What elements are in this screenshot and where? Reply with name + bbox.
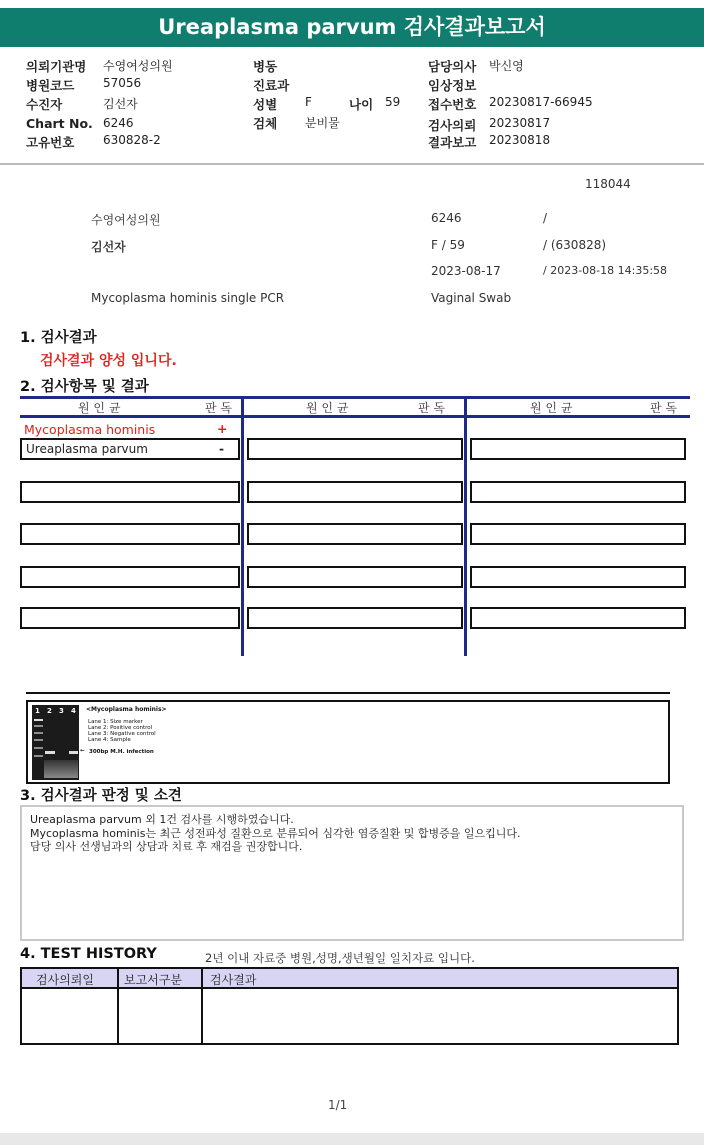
sex-value: F (305, 95, 312, 109)
empty-result-box (20, 607, 240, 629)
history-header-row (22, 969, 677, 989)
gel-top-divider (26, 692, 670, 694)
info-birth: / (630828) (543, 238, 607, 252)
report-date-label: 결과보고 (428, 135, 477, 150)
age-label: 나이 (349, 97, 374, 112)
positive-control-band (45, 751, 55, 754)
footer-band (0, 1133, 704, 1145)
report-title: Ureaplasma parvum 검사결과보고서 (0, 8, 704, 47)
result-name: Ureaplasma parvum (26, 442, 148, 456)
empty-result-box (20, 566, 240, 588)
info-chart: 6246 (431, 211, 462, 225)
gel-title: <Mycoplasma hominis> (86, 706, 167, 713)
info-clinic: 수영여성의원 (91, 213, 161, 227)
department-label: 진료과 (253, 78, 290, 93)
info-reported: / 2023-08-18 14:35:58 (543, 264, 668, 277)
table-col-divider (241, 396, 244, 656)
empty-result-box (470, 481, 686, 503)
results-table (20, 396, 690, 656)
history-col-divider (117, 969, 119, 1043)
empty-result-box (470, 438, 686, 460)
unique-value: 630828-2 (103, 133, 161, 147)
info-patient: 김선자 (91, 240, 126, 254)
info-received: 2023-08-17 (431, 264, 501, 278)
empty-result-box (20, 523, 240, 545)
lane-number: 2 (47, 707, 52, 715)
gel-legend-item: Lane 2: Positive control (88, 725, 153, 731)
lane-number: 4 (71, 707, 76, 715)
result-value: - (219, 442, 224, 456)
empty-result-box (470, 523, 686, 545)
specimen-value: 분비물 (305, 116, 340, 130)
opinion-line: Mycoplasma hominis는 최근 성전파성 질환으로 분류되어 심각한 염증질환 및 합병증을 일으킵니다. (30, 826, 521, 840)
info-test-name: Mycoplasma hominis single PCR (91, 291, 285, 305)
gel-legend-item: Lane 4: Sample (88, 737, 131, 743)
history-col-report-type: 보고서구분 (124, 973, 182, 987)
specimen-label: 검체 (253, 116, 278, 131)
receipt-value: 20230817-66945 (489, 95, 593, 109)
institution-value: 수영여성의원 (103, 59, 173, 73)
ward-label: 병동 (253, 59, 278, 74)
primer-smear (44, 760, 78, 778)
ladder-band (34, 747, 43, 749)
report-code: 118044 (585, 177, 631, 191)
doctor-label: 담당의사 (428, 59, 477, 74)
col-pathogen-header: 원 인 균 (306, 401, 349, 415)
table-col-divider (464, 396, 467, 656)
gel-marker-label: 300bp M.H. infection (89, 749, 154, 755)
chart-label: Chart No. (26, 116, 93, 131)
receipt-label: 접수번호 (428, 97, 477, 112)
empty-result-box (247, 481, 463, 503)
history-table (20, 967, 679, 1045)
request-value: 20230817 (489, 116, 551, 130)
table-header-border (20, 415, 690, 418)
empty-result-box (247, 523, 463, 545)
unique-label: 고유번호 (26, 135, 75, 150)
empty-result-box (247, 566, 463, 588)
ladder-band (34, 755, 43, 757)
col-judgement-header: 판 독 (205, 401, 232, 415)
institution-label: 의뢰기관명 (26, 59, 87, 74)
info-slash: / (543, 211, 548, 225)
gel-legend-item: Lane 1: Size marker (88, 719, 143, 725)
section-4-title: 4. TEST HISTORY (20, 946, 157, 962)
info-specimen: Vaginal Swab (431, 291, 512, 305)
header-divider (0, 163, 704, 165)
sample-band (69, 751, 78, 754)
gel-electrophoresis-panel (26, 700, 670, 784)
empty-result-box (20, 481, 240, 503)
info-sex-age: F / 59 (431, 238, 465, 252)
hospital-code-label: 병원코드 (26, 78, 75, 93)
ladder-band (34, 739, 43, 741)
chart-value: 6246 (103, 116, 134, 130)
section-2-title: 2. 검사항목 및 결과 (20, 379, 149, 395)
empty-result-box (247, 607, 463, 629)
sex-label: 성별 (253, 97, 278, 112)
empty-result-box (470, 566, 686, 588)
history-col-result: 검사결과 (210, 973, 257, 987)
section-3-title: 3. 검사결과 판정 및 소견 (20, 788, 182, 804)
result-value-positive: + (217, 421, 228, 436)
doctor-value: 박신영 (489, 59, 524, 73)
positive-message: 검사결과 양성 입니다. (40, 353, 177, 369)
request-label: 검사의뢰 (428, 118, 477, 133)
report-date-value: 20230818 (489, 133, 551, 147)
ladder-band (34, 725, 43, 727)
opinion-line: 담당 의사 선생님과의 상담과 치료 후 재검을 권장합니다. (30, 840, 303, 853)
age-value: 59 (385, 95, 401, 109)
clinical-info-label: 임상정보 (428, 78, 477, 93)
gel-image (32, 705, 79, 780)
patient-label: 수진자 (26, 97, 63, 112)
opinion-line: Ureaplasma parvum 외 1건 검사를 시행하였습니다. (30, 813, 294, 826)
result-row (20, 438, 240, 460)
section-1-title: 1. 검사결과 (20, 330, 97, 346)
history-col-request-date: 검사의뢰일 (36, 973, 94, 987)
empty-result-box (470, 607, 686, 629)
lane-number: 3 (59, 707, 64, 715)
lane-number: 1 (35, 707, 40, 715)
history-note: 2년 이내 자료중 병원,성명,생년월일 일치자료 입니다. (205, 951, 475, 965)
page-number: 1/1 (328, 1098, 348, 1112)
col-pathogen-header: 원 인 균 (78, 401, 121, 415)
table-top-border (20, 396, 690, 399)
history-col-divider (201, 969, 203, 1043)
col-judgement-header: 판 독 (418, 401, 445, 415)
empty-result-box (247, 438, 463, 460)
hospital-code-value: 57056 (103, 76, 142, 90)
marker-arrow-icon: ← (80, 748, 85, 754)
gel-legend-item: Lane 3: Negative control (88, 731, 156, 737)
col-pathogen-header: 원 인 균 (530, 401, 573, 415)
col-judgement-header: 판 독 (650, 401, 677, 415)
ladder-band (34, 719, 43, 721)
ladder-band (34, 732, 43, 734)
patient-value: 김선자 (103, 97, 138, 111)
opinion-box (20, 805, 684, 941)
result-name-positive: Mycoplasma hominis (24, 422, 156, 437)
